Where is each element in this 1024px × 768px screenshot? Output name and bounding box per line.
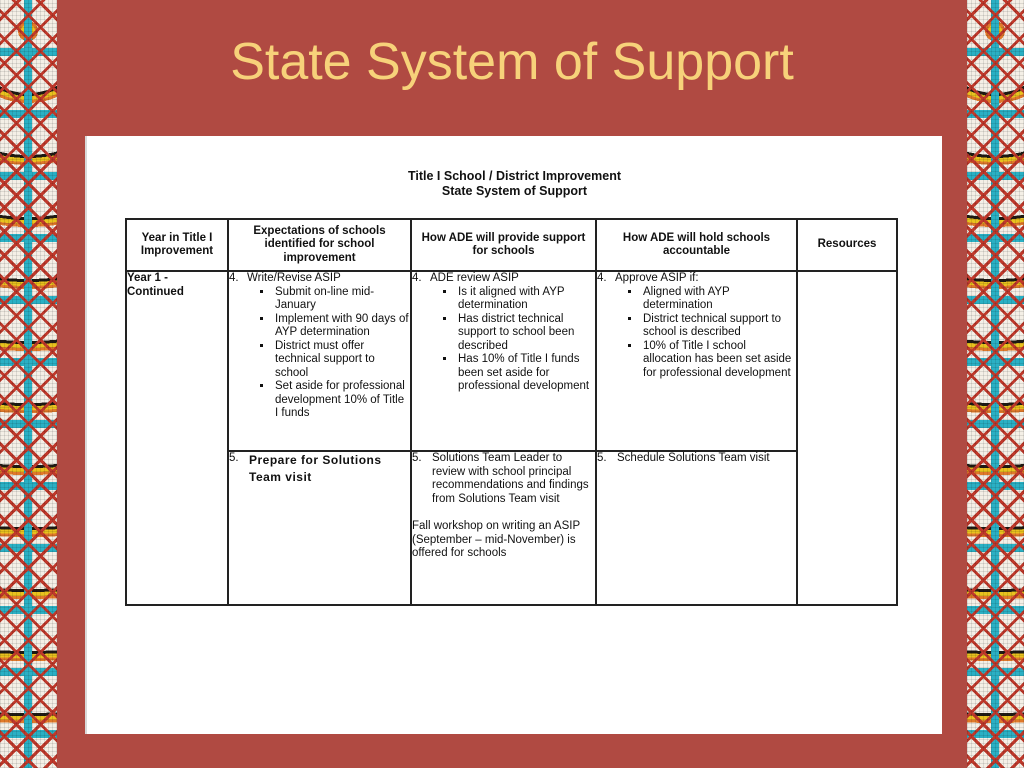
item-heading: 5. Prepare for Solutions Team visit [229, 452, 382, 484]
document-heading-line2: State System of Support [441, 184, 588, 198]
item-heading: 4. Write/Revise ASIP [229, 272, 341, 284]
item-heading: 4. Approve ASIP if: [597, 272, 699, 284]
item-text: 5. Solutions Team Leader to review with school principal recommendations and findings from Solutions Team visit [412, 452, 589, 505]
document-image [85, 136, 942, 734]
table-row [126, 271, 897, 451]
list-item: ▪ District must offer technical support to school [273, 340, 410, 381]
column-header: How ADE will hold schools accountable [596, 219, 797, 271]
list-item: ▪ Set aside for professional development 10% of Title I funds [273, 380, 410, 421]
slide-title: State System of Support [230, 33, 794, 91]
accountable-cell [596, 451, 797, 605]
beaded-border-right [967, 0, 1024, 768]
expectations-cell [228, 271, 411, 451]
list-item: ▪ Implement with 90 days of AYP determination [273, 313, 410, 340]
expectations-cell [228, 451, 411, 605]
document-heading [87, 169, 942, 199]
workshop-note: Fall workshop on writing an ASIP (September – mid-November) is offered for schools [412, 520, 580, 559]
resources-cell [797, 271, 897, 605]
table-header-row [126, 219, 897, 271]
year-cell: Year 1 - Continued [126, 271, 228, 605]
accountable-cell [596, 271, 797, 451]
support-cell [411, 271, 596, 451]
list-item: ▪ Has district technical support to school been described [456, 313, 595, 354]
list-item: ▪ Aligned with AYP determination [641, 286, 796, 313]
table-row [126, 451, 897, 605]
document-heading-line1: Title I School / District Improvement [407, 169, 621, 183]
column-header: Resources [797, 219, 897, 271]
item-text: 5. Schedule Solutions Team visit [597, 452, 770, 464]
list-item: ▪ Is it aligned with AYP determination [456, 286, 595, 313]
list-item: ▪ Submit on-line mid-January [273, 286, 410, 313]
support-table [125, 218, 898, 606]
column-header: Expectations of schools identified for school improvement [228, 219, 411, 271]
item-heading: 4. ADE review ASIP [412, 272, 519, 284]
list-item: ▪ Has 10% of Title I funds been set aside for professional development [456, 353, 595, 394]
column-header: Year in Title I Improvement [126, 219, 228, 271]
beaded-border-left [0, 0, 57, 768]
support-cell [411, 451, 596, 605]
list-item: ▪ District technical support to school is described [641, 313, 796, 340]
list-item: ▪ 10% of Title I school allocation has been set aside for professional development [641, 340, 796, 381]
column-header: How ADE will provide support for schools [411, 219, 596, 271]
